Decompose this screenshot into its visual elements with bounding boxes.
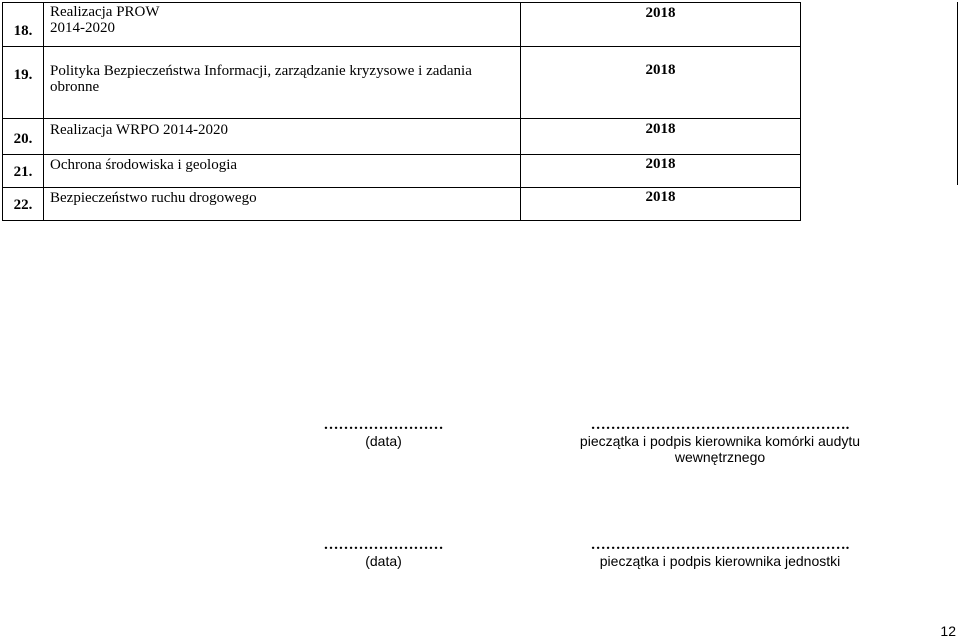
tasks-table <box>2 2 801 221</box>
table-row <box>3 119 801 155</box>
row-year: 2018 <box>521 188 801 221</box>
row-year: 2018 <box>521 3 801 47</box>
row-description: Bezpieczeństwo ruchu drogowego <box>44 188 521 221</box>
page-number: 12 <box>940 623 956 639</box>
date-dots: …………………… <box>323 417 444 433</box>
page-edge-line <box>957 2 958 185</box>
table-row <box>3 3 801 47</box>
signature-dots: ……………………………………………. <box>590 537 850 553</box>
row-year: 2018 <box>521 119 801 155</box>
date-label: (data) <box>365 553 402 569</box>
table-row <box>3 155 801 188</box>
row-year: 2018 <box>521 47 801 119</box>
row-description <box>44 3 521 47</box>
row-number: 18. <box>3 3 44 47</box>
row-description: Polityka Bezpieczeństwa Informacji, zarządzanie kryzysowe i zadania obronne <box>44 47 521 119</box>
row-number: 20. <box>3 119 44 155</box>
row-description-line: Realizacja PROW <box>50 4 160 20</box>
row-description-line: 2014-2020 <box>50 20 115 36</box>
signature-dots: ……………………………………………. <box>590 417 850 433</box>
head-date-block <box>316 537 451 569</box>
row-number: 21. <box>3 155 44 188</box>
row-number: 19. <box>3 47 44 119</box>
auditor-signature-block <box>545 417 895 465</box>
date-dots: …………………… <box>323 537 444 553</box>
head-signature-block <box>545 537 895 569</box>
date-label: (data) <box>365 433 402 449</box>
table-row <box>3 188 801 221</box>
table-row <box>3 47 801 119</box>
signature-label: pieczątka i podpis kierownika komórki audytu wewnętrznego <box>579 433 861 465</box>
row-year: 2018 <box>521 155 801 188</box>
row-number: 22. <box>3 188 44 221</box>
row-description: Realizacja WRPO 2014-2020 <box>44 119 521 155</box>
signature-label: pieczątka i podpis kierownika jednostki <box>599 553 841 569</box>
row-description: Ochrona środowiska i geologia <box>44 155 521 188</box>
auditor-date-block <box>316 417 451 449</box>
